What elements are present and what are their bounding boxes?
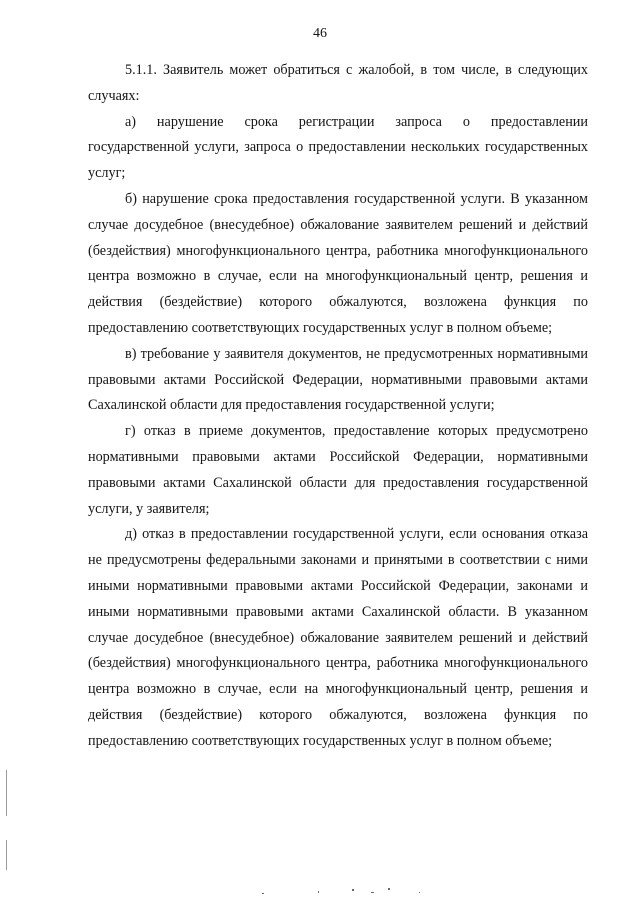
paragraph-g: г) отказ в приеме документов, предоставление которых предусмотрено нормативными правовыми актами Российской Федерации, нормативными правовыми актами Сахалинской области для предоставления государственной услуги, у заявителя;	[88, 423, 588, 517]
scan-edge-mark-left	[6, 770, 7, 816]
scan-dot-bottom-2	[318, 891, 319, 893]
scan-dot-bottom-1	[262, 893, 264, 894]
scan-dot-bottom-3	[352, 889, 354, 891]
scan-dot-bottom-5	[388, 888, 390, 890]
document-body	[88, 58, 588, 755]
page-number: 46	[313, 26, 327, 41]
scan-dot-bottom-6	[419, 892, 420, 893]
paragraph-v: в) требование у заявителя документов, не предусмотренных нормативными правовыми актами Российской Федерации, нормативными правовыми актами Сахалинской области для предоставления государственной услуги;	[88, 345, 588, 414]
paragraph-b: б) нарушение срока предоставления государственной услуги. В указанном случае досудебное (внесудебное) обжалование заявителем решений и действий (бездействия) многофункционального центра, работника многофункционального центра возможно в случае, если на многофункциональный центр, решения и действия (бездействие) которого обжалуются, возложена функция по предоставлению соответствующих государственных услуг в полном объеме;	[88, 190, 588, 336]
scan-dot-bottom-4	[371, 892, 374, 893]
scan-edge-mark-left-2	[6, 840, 7, 870]
paragraph-d: д) отказ в предоставлении государственной услуги, если основания отказа не предусмотрены федеральными законами и принятыми в соответствии с ними иными нормативными правовыми актами Российской Федерации, законами и иными нормативными правовыми актами Сахалинской области. В указанном случае досудебное (внесудебное) обжалование заявителем решений и действий (бездействия) многофункционального центра, работника многофункционального центра возможно в случае, если на многофункциональный центр, решения и действия (бездействие) которого обжалуются, возложена функция по предоставлению соответствующих государственных услуг в полном объеме;	[88, 526, 588, 749]
paragraph-5-1-1: 5.1.1. Заявитель может обратиться с жалобой, в том числе, в следующих случаях:	[88, 62, 588, 104]
paragraph-a: а) нарушение срока регистрации запроса о предоставлении государственной услуги, запроса о предоставлении нескольких государственных услуг;	[88, 113, 588, 182]
